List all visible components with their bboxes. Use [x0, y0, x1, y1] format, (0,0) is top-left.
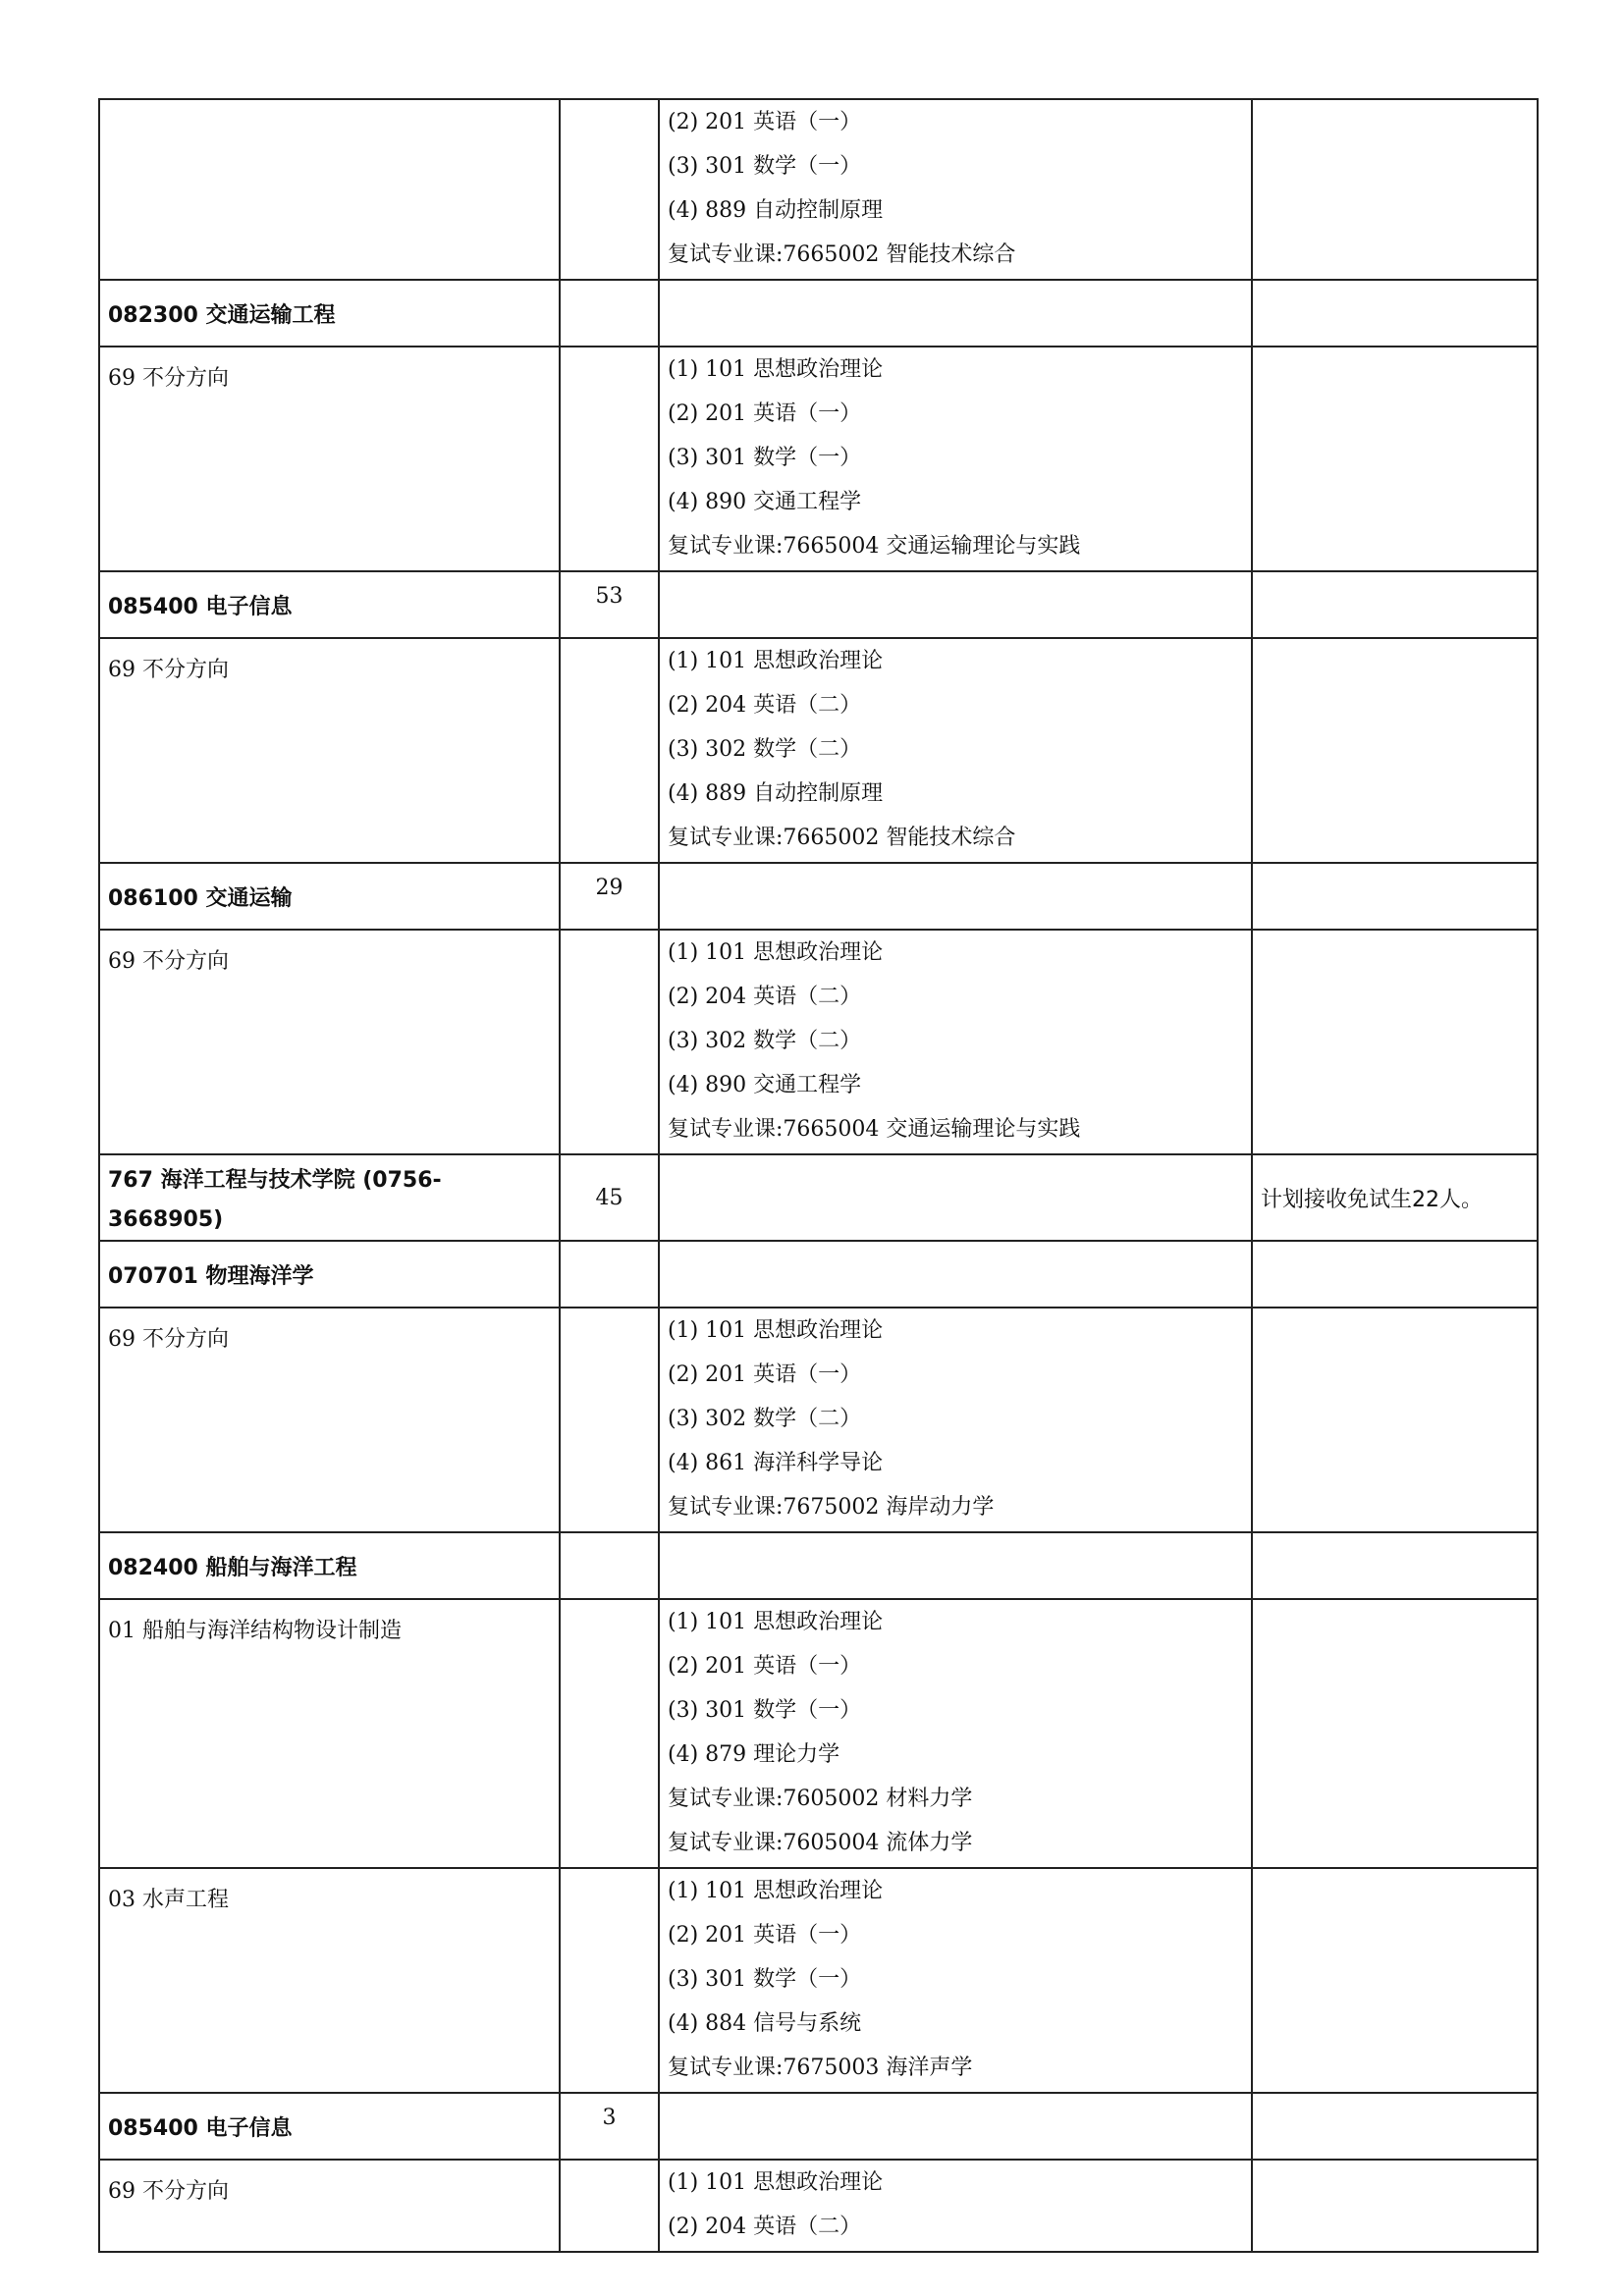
exam-subject: (2) 201 英语（一）	[668, 401, 862, 426]
major-name: 085400 电子信息	[99, 2093, 560, 2160]
exam-subject: (3) 301 数学（一）	[668, 154, 862, 179]
exam-subject: (3) 302 数学（二）	[668, 1029, 862, 1053]
exam-subject: (2) 201 英语（一）	[668, 1362, 862, 1387]
major-name: 082400 船舶与海洋工程	[99, 1532, 560, 1599]
exam-subject: (4) 861 海洋科学导论	[668, 1451, 884, 1475]
direction-row	[99, 2160, 1538, 2252]
exam-subject: (1) 101 思想政治理论	[668, 1318, 884, 1343]
direction-row	[99, 1599, 1538, 1868]
direction-row	[99, 1308, 1538, 1532]
note-cell	[1252, 347, 1538, 571]
enrollment-quota: 29	[560, 863, 659, 930]
research-direction: 69 不分方向	[99, 2160, 560, 2252]
exam-subject: (1) 101 思想政治理论	[668, 1879, 884, 1903]
note-cell	[1252, 1599, 1538, 1868]
remark	[1252, 863, 1538, 930]
quota-cell	[560, 1868, 659, 2093]
exam-subject: (4) 890 交通工程学	[668, 1073, 862, 1097]
major-name: 086100 交通运输	[99, 863, 560, 930]
school-row	[99, 1154, 1538, 1241]
exam-subjects	[659, 1599, 1252, 1868]
remark	[1252, 1532, 1538, 1599]
admissions-table-body	[99, 99, 1538, 2252]
exam-subject: (1) 101 思想政治理论	[668, 649, 884, 673]
exam-subject: (3) 301 数学（一）	[668, 1698, 862, 1723]
exam-subject: 复试专业课:7675002 海岸动力学	[668, 1495, 995, 1520]
document-page	[98, 98, 1537, 2253]
enrollment-quota	[560, 1241, 659, 1308]
exam-subject: (2) 204 英语（二）	[668, 693, 862, 718]
exam-subjects	[659, 1154, 1252, 1241]
school-name-line: 767 海洋工程与技术学院 (0756-	[108, 1168, 442, 1193]
exam-subject: 复试专业课:7605002 材料力学	[668, 1787, 973, 1811]
major-name: 070701 物理海洋学	[99, 1241, 560, 1308]
exam-subject: (3) 301 数学（一）	[668, 446, 862, 470]
exam-subject: (4) 884 信号与系统	[668, 2011, 862, 2036]
exam-subjects	[659, 1868, 1252, 2093]
direction-row	[99, 99, 1538, 280]
exam-subject: (2) 204 英语（二）	[668, 2215, 862, 2239]
exam-subject: (2) 201 英语（一）	[668, 1923, 862, 1948]
exam-subject: (3) 302 数学（二）	[668, 737, 862, 762]
exam-subject: (1) 101 思想政治理论	[668, 1610, 884, 1634]
exam-subject: (4) 890 交通工程学	[668, 490, 862, 514]
exam-subject: (2) 201 英语（一）	[668, 1654, 862, 1679]
exam-subjects	[659, 2160, 1252, 2252]
major-row	[99, 1241, 1538, 1308]
exam-subject: (1) 101 思想政治理论	[668, 940, 884, 965]
major-row	[99, 2093, 1538, 2160]
major-row	[99, 1532, 1538, 1599]
note-cell	[1252, 2160, 1538, 2252]
remark	[1252, 2093, 1538, 2160]
exam-subject: 复试专业课:7665002 智能技术综合	[668, 826, 1016, 850]
note-cell	[1252, 1308, 1538, 1532]
exam-subjects	[659, 1532, 1252, 1599]
exam-subjects	[659, 863, 1252, 930]
note-cell	[1252, 99, 1538, 280]
quota-cell	[560, 2160, 659, 2252]
enrollment-quota	[560, 1532, 659, 1599]
exam-subject: 复试专业课:7665004 交通运输理论与实践	[668, 534, 1081, 559]
major-row	[99, 571, 1538, 638]
school-name-line: 3668905)	[108, 1207, 224, 1232]
research-direction: 69 不分方向	[99, 347, 560, 571]
remark	[1252, 571, 1538, 638]
exam-subjects	[659, 930, 1252, 1154]
research-direction: 01 船舶与海洋结构物设计制造	[99, 1599, 560, 1868]
exam-subject: 复试专业课:7665002 智能技术综合	[668, 242, 1016, 267]
research-direction	[99, 99, 560, 280]
major-row	[99, 280, 1538, 347]
quota-cell	[560, 930, 659, 1154]
research-direction: 69 不分方向	[99, 638, 560, 863]
research-direction: 69 不分方向	[99, 930, 560, 1154]
note-cell	[1252, 1868, 1538, 2093]
exam-subjects	[659, 1308, 1252, 1532]
exam-subject: (4) 889 自动控制原理	[668, 198, 884, 223]
exam-subjects	[659, 2093, 1252, 2160]
exam-subjects	[659, 99, 1252, 280]
enrollment-quota	[560, 280, 659, 347]
direction-row	[99, 638, 1538, 863]
note-cell	[1252, 638, 1538, 863]
note-cell	[1252, 930, 1538, 1154]
remark	[1252, 280, 1538, 347]
exam-subjects	[659, 280, 1252, 347]
quota-cell	[560, 1308, 659, 1532]
admissions-table	[98, 98, 1539, 2253]
enrollment-quota: 45	[560, 1154, 659, 1241]
major-row	[99, 863, 1538, 930]
exam-subjects	[659, 571, 1252, 638]
exam-subject: (3) 302 数学（二）	[668, 1407, 862, 1431]
exam-subjects	[659, 347, 1252, 571]
direction-row	[99, 930, 1538, 1154]
exam-subject: (4) 889 自动控制原理	[668, 781, 884, 806]
exam-subject: (2) 204 英语（二）	[668, 985, 862, 1009]
direction-row	[99, 1868, 1538, 2093]
exam-subject: (1) 101 思想政治理论	[668, 357, 884, 382]
quota-cell	[560, 638, 659, 863]
school-name	[99, 1154, 560, 1241]
research-direction: 69 不分方向	[99, 1308, 560, 1532]
exam-subject: 复试专业课:7665004 交通运输理论与实践	[668, 1117, 1081, 1142]
exam-subject: (1) 101 思想政治理论	[668, 2170, 884, 2195]
exam-subject: (3) 301 数学（一）	[668, 1967, 862, 1992]
enrollment-quota: 53	[560, 571, 659, 638]
research-direction: 03 水声工程	[99, 1868, 560, 2093]
exam-subject: (2) 201 英语（一）	[668, 110, 862, 134]
quota-cell	[560, 1599, 659, 1868]
major-name: 085400 电子信息	[99, 571, 560, 638]
quota-cell	[560, 99, 659, 280]
exam-subject: 复试专业课:7605004 流体力学	[668, 1831, 973, 1855]
exam-subjects	[659, 1241, 1252, 1308]
exam-subjects	[659, 638, 1252, 863]
enrollment-quota: 3	[560, 2093, 659, 2160]
direction-row	[99, 347, 1538, 571]
exam-subject: (4) 879 理论力学	[668, 1742, 840, 1767]
remark: 计划接收免试生22人。	[1252, 1154, 1538, 1241]
exam-subject: 复试专业课:7675003 海洋声学	[668, 2056, 973, 2080]
major-name: 082300 交通运输工程	[99, 280, 560, 347]
quota-cell	[560, 347, 659, 571]
remark	[1252, 1241, 1538, 1308]
